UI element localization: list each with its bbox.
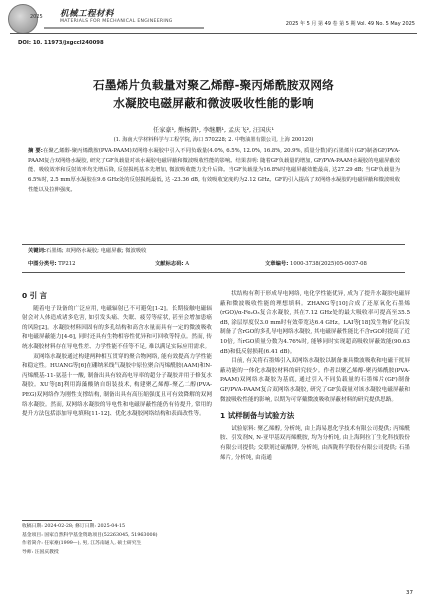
article-value: 1000-3738(2025)05-0037-08 [290,261,367,267]
paper-title-line-1: 石墨烯片负载量对聚乙烯醇-聚丙烯酰胺双网络 [93,78,334,92]
article-number [265,259,367,267]
section-heading-intro: 0 引 言 [22,291,48,300]
section-heading-methods: 1 试样制备与试验方法 [220,411,295,421]
keywords-text: 石墨烯; 双网络水凝胶; 电磁屏蔽; 微波吸收 [46,248,147,254]
body-paragraph: 双网络水凝胶通过构建两种相互贯穿的聚合物网络, 能有效提高力学性能和稳定性。HUANG等[6]在硼纳米线气凝胶中原位聚合丙烯酰胺(AAM)和N-丙烯酰基-11-氨基十一酸, 制备出具有较高电导率的超分子凝胶并用于修复水凝胶。XU等[8]利用海藻酸钠自组装技术, 构建聚乙烯醇-聚乙二醇(PVA-PEG)双网络作为刚性支撑结构, 制备出具有高压缩强度且可有效降解的双网络水凝胶。然而, 双网络水凝胶的导电性和电磁屏蔽性能仍有待提升, 常用的提升方法包括添加导电填料[11-12]、优化水凝胶网络结构和表面改性等。 [22,353,212,418]
article-label: 文章编号: [265,261,289,267]
footnote-fund: 基金项目: 国家自然科学基金资助项目(52263045, 51963008) [22,532,158,538]
abstract-label: 摘 要: [28,148,43,154]
footnote [22,523,217,557]
footnote-corresponding: 导师: 汪国庆教授 [22,549,59,555]
header-divider [10,33,417,34]
body-paragraph: 试验原料: 聚乙烯醇, 分析纯, 由上海易恩化学技术有限公司提供; 丙烯酰胺、引发剂N, N-亚甲基双丙烯酰胺, 均为分析纯, 由上海阿拉丁生化科技股份有限公司提供; 交联剂过硫酸钾, 分析纯, 由西陇科学股份有限公司提供; 石墨烯片, 分析纯, 由南通 [220,425,410,461]
paper-title-line-2: 水凝胶电磁屏蔽和微波吸收性能的影响 [113,96,314,110]
logo-year: 2025 [30,14,43,20]
affiliation: (1. 海南大学材料科学与工程学院, 海口 570228; 2. 中物油墨有限公司, 上海 200120) [113,137,314,143]
page-number: 37 [406,590,413,596]
journal-name-cn: 机械工程材料 [60,9,115,19]
journal-header [0,0,427,42]
body-paragraph: 目前, 有关将石墨烯引入双网络水凝胶以制备兼具微波吸收和电磁干扰屏蔽功能的一体化水凝胶材料的研究较少。作者以聚乙烯醇-聚丙烯酰胺(PVA-PAAM)双网络水凝胶为基底, 通过引入不同负载量的石墨烯片(GF)制备GF/PVA-PAAM复合双网络水凝胶, 研究了GF负载量对该水凝胶电磁屏蔽和微波吸收性能的影响, 以期为可穿戴微波吸收屏蔽材料的研究提供思路。 [220,358,410,403]
doc-value: A [185,261,190,267]
journal-name-en: MATERIALS FOR MECHANICAL ENGINEERING [60,19,173,24]
header-decor-bar [44,27,204,29]
abstract-text: 在聚乙烯醇-聚丙烯酰胺(PVA-PAAM)双网络水凝胶中引入不同负载量(4.0%, 6.5%, 12.0%, 16.8%, 20.9%, 质量分数)的石墨烯片(GF)制备GF/PVA-PAAM复合双网络水凝胶, 研究了GF负载量对该水凝胶电磁屏蔽和微波吸收性能的影响。结果表明: 随着GF负载量的增加, GF/PVA-PAAM水凝胶的电磁屏蔽效能、吸收效率和反射效率均先增后降, 反射损耗基本先增加, 微波吸收能力先升后降。当GF负载量为16.8%时电磁屏蔽效能最高, 达27.29 dB; 当GF负载量为6.5%时, 2.5 mm厚水凝胶在9.6 GHz处的反射损耗最低, 达 -23.36 dB, 有效吸收宽度约为2.12 GHz。GF的引入提高了双网络水凝胶的电磁屏蔽和微波吸收性能以及拉伸强度。 [28,148,400,193]
doi: DOI: 10. 11973/jxgccl240098 [18,40,104,46]
keywords-label: 关键词: [28,248,47,254]
left-column [22,290,212,420]
clc-value: TP212 [58,261,76,267]
body-paragraph: 随着电子设备的广泛应用, 电磁辐射已不可避免[1-2]。长期接触电磁辐射会对人体造成诸多危害, 如引发头痛、失眠、疲劳等症状, 甚至会增加患癌的风险[2]。水凝胶材料因固有的多孔结构和高含水量而具有一定的微波吸收和电磁屏蔽能力[4-6], 同时还具有生物相容性优异和可回收等特点。然而, 传统水凝胶材料存在导电性差、力学性能不佳等不足, 难以满足实际应用需求。 [22,305,212,350]
clc-label: 中图分类号: [28,261,57,267]
doc-label: 文献标志码: [155,261,184,267]
footnote-divider [22,520,92,521]
abstract [28,147,400,196]
body-paragraph: 状结构有利于形成导电网络, 电化学性能优异, 成为了提升水凝胶电磁屏蔽和微波吸收性能的理想填料。ZHANG等[10]合成了还原氧化石墨烯(rGO)/α-Fe₂O₃复合水凝胶, 其在7.12 GHz处的最大吸收率可提高至35.5 dB, 涂层厚度仅3.0 mm时有效带宽达6.4 GHz。LAI等[18]发生物矿化启发制备了含rGO的多孔导电网络水凝胶, 其电磁屏蔽性能比不含rGO时提高了近10倍, 当rGO质量分数为4.76%时, 能够同时实现超高吸收屏蔽效能(90.63 dB)和低反射损耗(6.41 dB)。 [220,291,410,355]
divider [22,244,405,245]
clc [28,259,76,267]
footnote-received: 收稿日期: 2024-02-28; 修订日期: 2025-04-15 [22,524,126,529]
keywords [28,246,146,254]
doc-code [155,259,189,267]
footnote-author: 作者简介: 任家豪(1999—), 男, 江苏南通人, 硕士研究生 [22,541,142,547]
right-column [220,290,410,463]
authors: 任家豪¹, 熊杨凯¹, 李继鹏¹, 孟庆飞², 汪国庆¹ [153,127,274,134]
divider [22,272,405,273]
issue-info: 2025 年 5 月 第 49 卷 第 5 期 Vol. 49 No. 5 May 2025 [285,21,415,27]
